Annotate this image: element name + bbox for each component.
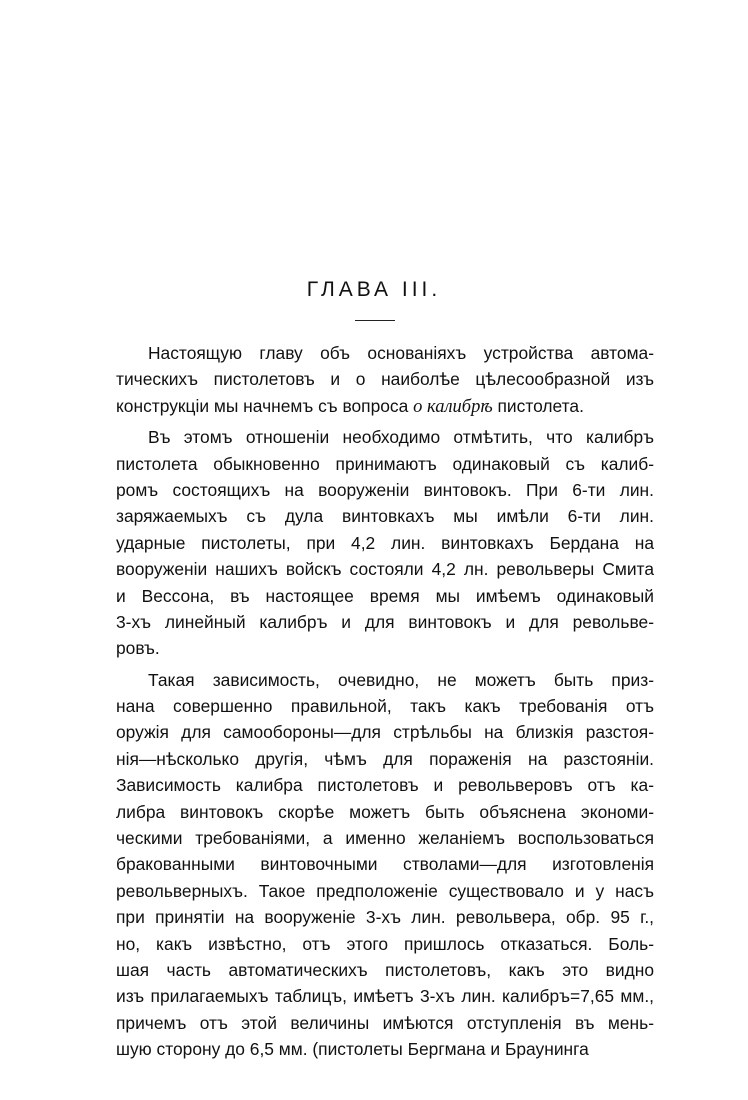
text-line: но, какъ извѣстно, отъ этого пришлось отказаться. Боль- <box>116 933 654 954</box>
text-segment: пистолета. <box>492 395 584 416</box>
text-line: шую сторону до 6,5 мм. (пистолеты Бергмана и Браунинга <box>116 1039 589 1060</box>
text-line: нана совершенно правильной, такъ какъ требованія отъ <box>116 696 654 717</box>
text-line: изъ прилагаемыхъ таблицъ, имѣетъ 3-хъ лин. калибръ=7,65 мм., <box>116 986 654 1007</box>
text-line: шая часть автоматическихъ пистолетовъ, какъ это видно <box>116 959 654 980</box>
text-line: заряжаемыхъ съ дула винтовкахъ мы имѣли 6-ти лин. <box>116 506 654 527</box>
paragraph <box>116 667 654 1063</box>
paragraph <box>116 424 654 662</box>
text-line: тическихъ пистолетовъ и о наиболѣе цѣлесообразной изъ <box>116 369 654 390</box>
text-line: вооруженіи нашихъ войскъ состояли 4,2 лн. револьверы Смита <box>116 559 654 580</box>
text-line: оружія для самообороны—для стрѣльбы на близкія разстоя- <box>116 722 654 743</box>
text-line: Зависимость калибра пистолетовъ и револьверовъ отъ ка- <box>116 775 654 796</box>
text-line: револьверныхъ. Такое предположеніе существовало и у насъ <box>116 880 654 901</box>
text-line: Настоящую главу объ основаніяхъ устройства автома- <box>148 343 654 363</box>
text-line <box>116 393 654 419</box>
text-line: при принятіи на вооруженіе 3-хъ лин. револьвера, обр. 95 г., <box>116 907 654 928</box>
text-line: нія—нѣсколько другія, чѣмъ для пораженія на разстояніи. <box>116 748 654 769</box>
text-line: либра винтовокъ скорѣе можетъ быть объяснена экономи- <box>116 801 654 822</box>
chapter-title: ГЛАВА III. <box>306 278 442 301</box>
text-line: и Вессона, въ настоящее время мы имѣемъ одинаковый <box>116 585 654 606</box>
text-line: Въ этомъ отношеніи необходимо отмѣтить, что калибръ <box>148 427 654 448</box>
body-text <box>116 340 654 1063</box>
emphasized-text: о калибрѣ <box>413 396 493 417</box>
text-line: ровъ. <box>116 638 160 659</box>
text-line: ромъ состоящихъ на вооруженіи винтовокъ. При 6-ти лин. <box>116 479 654 500</box>
paragraph <box>116 340 654 419</box>
title-divider <box>355 320 395 321</box>
text-line: пистолета обыкновенно принимаютъ одинаковый съ калиб- <box>116 453 654 474</box>
text-segment: конструкціи мы начнемъ съ вопроса <box>116 395 414 416</box>
text-line: ударные пистолеты, при 4,2 лин. винтовкахъ Бердана на <box>116 532 654 553</box>
text-line: бракованными винтовочными стволами—для изготовленія <box>116 854 654 875</box>
text-line: Такая зависимость, очевидно, не можетъ быть приз- <box>148 669 654 690</box>
text-line: 3-хъ линейный калибръ и для винтовокъ и для револьве- <box>116 611 654 632</box>
text-line: причемъ отъ этой величины имѣются отступленія въ мень- <box>116 1012 654 1033</box>
text-line: ческими требованіями, а именно желаніемъ воспользоваться <box>116 828 654 849</box>
